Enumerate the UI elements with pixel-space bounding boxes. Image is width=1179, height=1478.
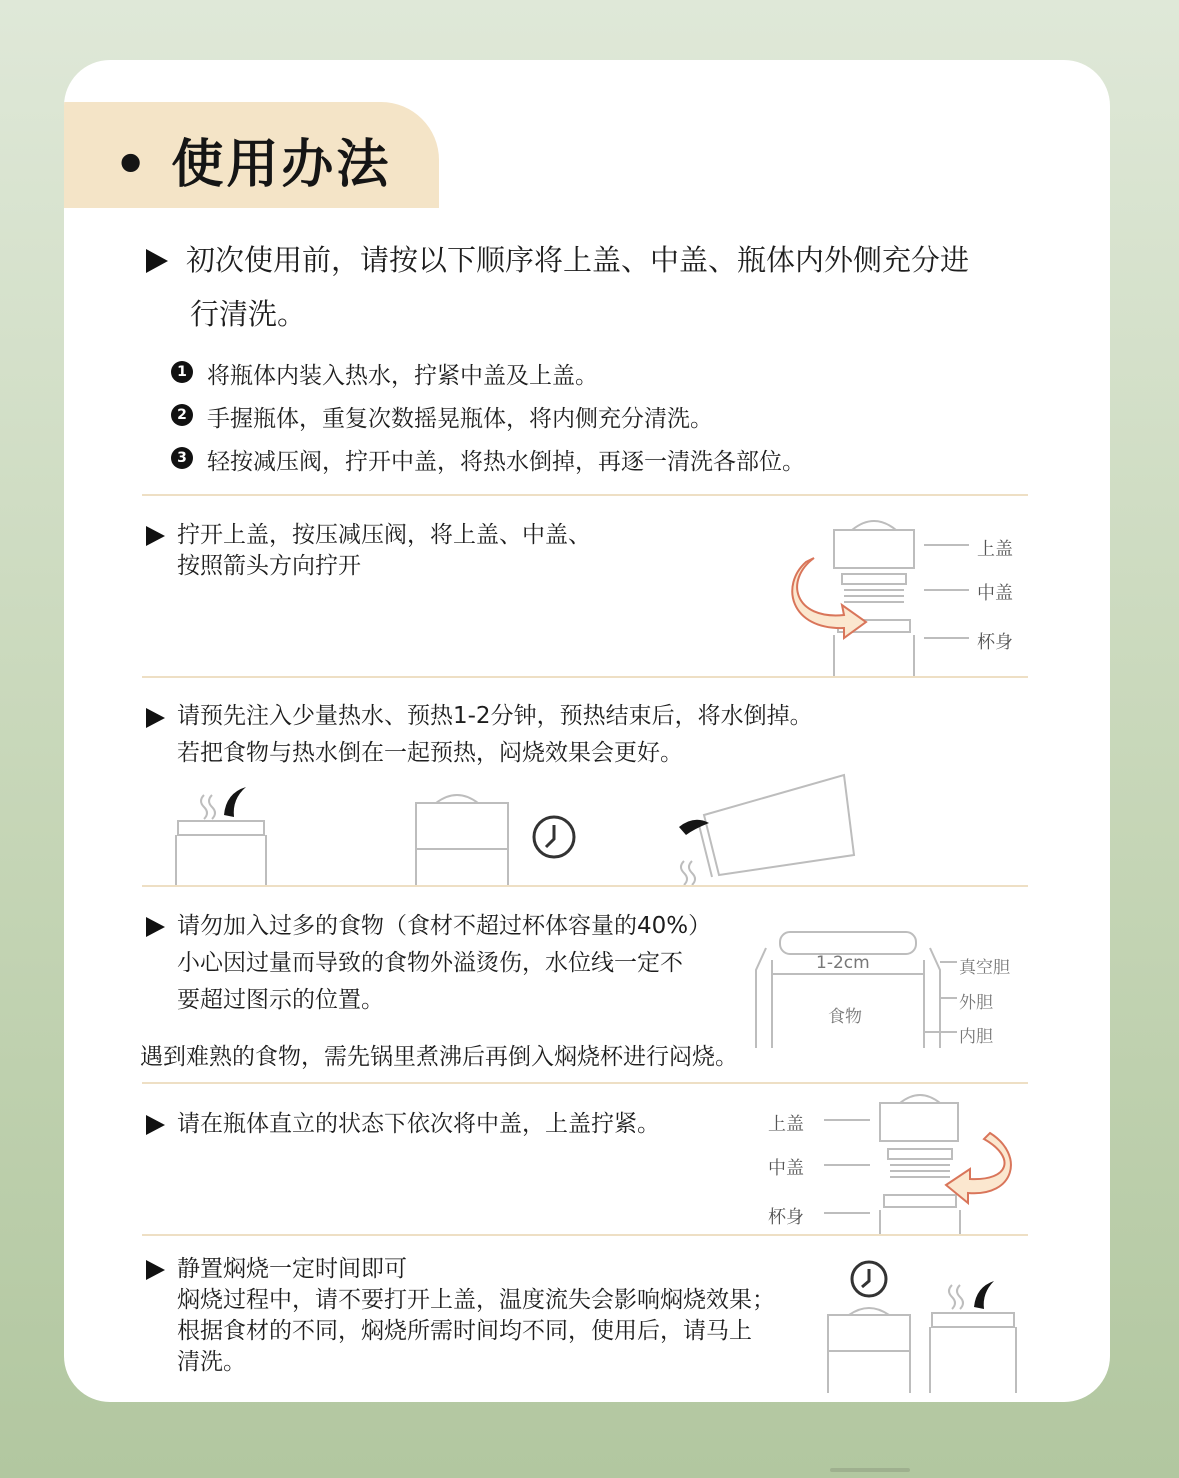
preheat-illustration: [164, 785, 884, 885]
intro-step-3: 轻按减压阀，拧开中盖，将热水倒掉，再逐一清洗各部位。: [207, 449, 805, 475]
page-title: • 使用办法: [114, 135, 392, 195]
food-text-line-3: 要超过图示的位置。: [177, 987, 384, 1013]
section-divider: [142, 494, 1028, 496]
section-divider: [142, 1082, 1028, 1084]
food-text-line-2: 小心因过量而导致的食物外溢烫伤，水位线一定不: [177, 950, 683, 976]
stew-text-line-3: 根据食材的不同，焖烧所需时间均不同，使用后，请马上: [177, 1318, 752, 1344]
preheat-text-line-2: 若把食物与热水倒在一起预热，闷烧效果会更好。: [177, 740, 683, 766]
stew-illustration: [824, 1255, 1024, 1395]
section-divider: [142, 676, 1028, 678]
label-vacuum-liner: 真空胆: [959, 958, 1010, 978]
preheat-text-line-1: 请预先注入少量热水、预热1-2分钟，预热结束后，将水倒掉。: [177, 703, 813, 729]
instruction-card: [64, 60, 1110, 1402]
stew-text-line-4: 清洗。: [177, 1349, 246, 1375]
step-number-1: 1: [171, 361, 193, 383]
section-divider: [142, 1234, 1028, 1236]
label-gap: 1-2cm: [816, 953, 870, 973]
intro-line-2: 行清洗。: [190, 297, 307, 331]
play-arrow-icon: [146, 1260, 165, 1280]
open-text-line-2: 按照箭头方向拧开: [177, 553, 361, 579]
label-top-lid: 上盖: [768, 1114, 804, 1135]
intro-line-1: 初次使用前，请按以下顺序将上盖、中盖、瓶体内外侧充分进: [186, 243, 970, 277]
step-number-2: 2: [171, 404, 193, 426]
intro-step-1: 将瓶体内装入热水，拧紧中盖及上盖。: [207, 363, 598, 389]
twist-arrow-icon: [792, 558, 866, 638]
section-divider: [142, 885, 1028, 887]
intro-step-2: 手握瓶体，重复次数摇晃瓶体，将内侧充分清洗。: [207, 406, 713, 432]
fill-level-diagram: [752, 930, 952, 1050]
play-arrow-icon: [146, 249, 168, 273]
food-text-line-1: 请勿加入过多的食物（食材不超过杯体容量的40%）: [177, 913, 712, 939]
label-cup-body: 杯身: [768, 1207, 804, 1228]
play-arrow-icon: [146, 1115, 165, 1135]
bottle-open-illustration: [784, 510, 1004, 680]
bottle-close-illustration: [820, 1085, 1030, 1235]
close-text-line-1: 请在瓶体直立的状态下依次将中盖，上盖拧紧。: [177, 1111, 660, 1137]
label-food: 食物: [828, 1007, 862, 1027]
play-arrow-icon: [146, 708, 165, 728]
label-outer-liner: 外胆: [959, 993, 993, 1013]
food-note: 遇到难熟的食物，需先锅里煮沸后再倒入焖烧杯进行闷烧。: [140, 1044, 738, 1070]
play-arrow-icon: [146, 917, 165, 937]
home-indicator: [830, 1468, 910, 1472]
label-inner-liner: 内胆: [959, 1027, 993, 1047]
label-mid-lid: 中盖: [977, 583, 1013, 604]
step-number-3: 3: [171, 447, 193, 469]
open-text-line-1: 拧开上盖，按压减压阀，将上盖、中盖、: [177, 522, 591, 548]
twist-arrow-icon: [946, 1133, 1011, 1203]
label-mid-lid: 中盖: [768, 1158, 804, 1179]
play-arrow-icon: [146, 526, 165, 546]
label-cup-body: 杯身: [977, 632, 1013, 653]
stew-text-line-1: 静置焖烧一定时间即可: [177, 1256, 407, 1282]
label-top-lid: 上盖: [977, 539, 1013, 560]
stew-text-line-2: 焖烧过程中，请不要打开上盖，温度流失会影响焖烧效果；: [177, 1287, 775, 1313]
